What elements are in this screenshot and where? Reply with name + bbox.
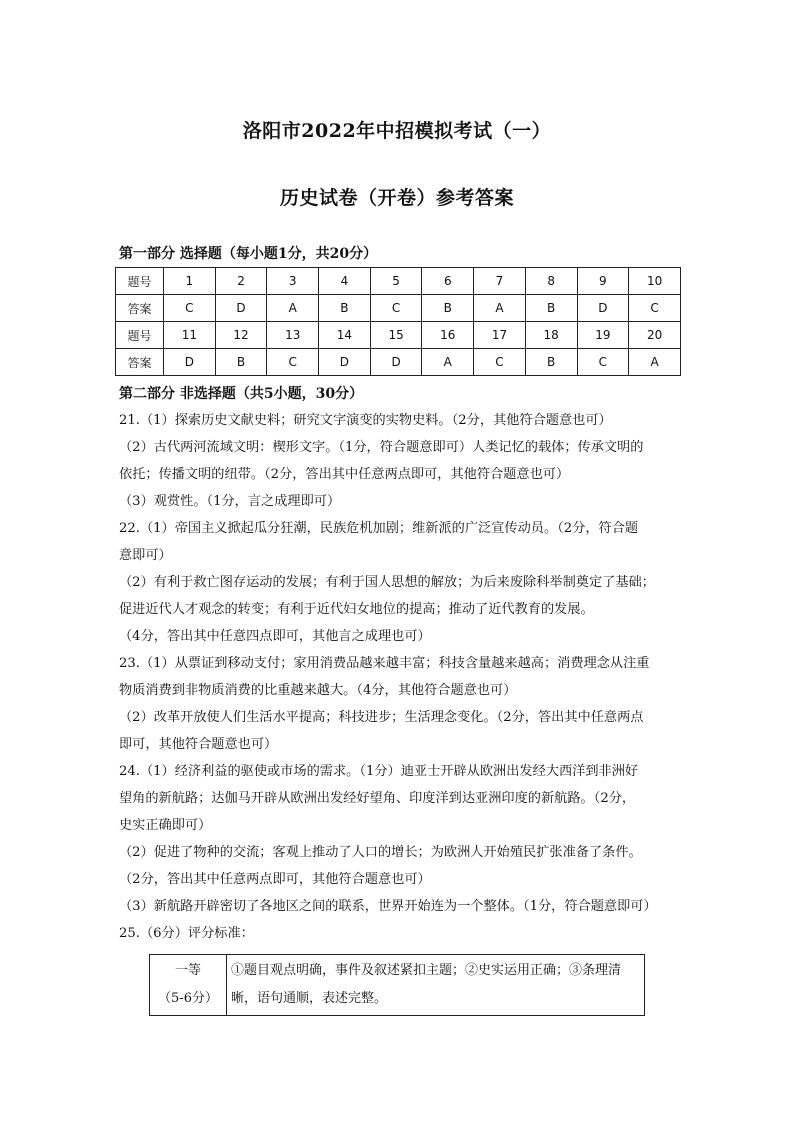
table-cell: C bbox=[577, 349, 629, 376]
answer-line: （4分，答出其中任意四点即可，其他言之成理也可） bbox=[119, 629, 431, 644]
table-cell: 5 bbox=[370, 268, 422, 295]
answer-text-block bbox=[119, 407, 679, 947]
table-cell: 15 bbox=[370, 322, 422, 349]
table-cell: A bbox=[474, 295, 526, 322]
table-cell: B bbox=[525, 295, 577, 322]
row-header-cell: 题号 bbox=[116, 268, 164, 295]
answer-line: 21.（1）探索历史文献史料；研究文字演变的实物史料。（2分，其他符合题意也可） bbox=[119, 413, 612, 428]
table-cell: D bbox=[164, 349, 216, 376]
table-cell: B bbox=[319, 295, 371, 322]
answer-line: 24.（1）经济利益的驱使或市场的需求。（1分）迪亚士开辟从欧洲出发经大西洋到非洲好 bbox=[119, 764, 639, 779]
answer-line: （2）有利于救亡图存运动的发展；有利于国人思想的解放；为后来废除科举制奠定了基础； bbox=[119, 575, 655, 590]
answer-line: 22.（1）帝国主义掀起瓜分狂潮，民族危机加剧；维新派的广泛宣传动员。（2分，符合题 bbox=[119, 521, 639, 536]
table-cell: 9 bbox=[577, 268, 629, 295]
table-cell: D bbox=[370, 349, 422, 376]
table-row bbox=[116, 349, 681, 376]
row-header-cell: 答案 bbox=[116, 295, 164, 322]
table-cell: 6 bbox=[422, 268, 474, 295]
table-cell: C bbox=[629, 295, 681, 322]
table-cell: B bbox=[215, 349, 267, 376]
row-header-cell: 答案 bbox=[116, 349, 164, 376]
answer-line: 25.（6分）评分标准： bbox=[119, 926, 254, 941]
table-cell: 10 bbox=[629, 268, 681, 295]
table-cell: D bbox=[577, 295, 629, 322]
page-title: 洛阳市2022年中招模拟考试（一） bbox=[242, 120, 552, 142]
rubric-level-name: 一等 bbox=[174, 963, 201, 978]
table-cell: 11 bbox=[164, 322, 216, 349]
table-cell: 13 bbox=[267, 322, 319, 349]
part2-heading: 第二部分 非选择题（共5小题，30分） bbox=[119, 386, 364, 402]
table-row bbox=[116, 322, 681, 349]
part1-heading: 第一部分 选择题（每小题1分，共20分） bbox=[119, 246, 378, 262]
answer-line: 依托；传播文明的纽带。（2分，答出其中任意两点即可，其他符合题意也可） bbox=[119, 467, 570, 482]
answer-line: 促进近代人才观念的转变；有利于近代妇女地位的提高；推动了近代教育的发展。 bbox=[119, 602, 594, 617]
table-row bbox=[116, 268, 681, 295]
table-cell: C bbox=[370, 295, 422, 322]
table-cell: D bbox=[215, 295, 267, 322]
table-cell: 18 bbox=[525, 322, 577, 349]
table-cell: 17 bbox=[474, 322, 526, 349]
table-cell: 16 bbox=[422, 322, 474, 349]
table-cell: 8 bbox=[525, 268, 577, 295]
table-cell: C bbox=[474, 349, 526, 376]
answer-line: （3）新航路开辟密切了各地区之间的联系，世界开始连为一个整体。（1分，符合题意即可） bbox=[119, 899, 657, 914]
table-cell: 7 bbox=[474, 268, 526, 295]
answer-line: 意即可） bbox=[119, 548, 172, 563]
table-cell: B bbox=[525, 349, 577, 376]
table-cell: 4 bbox=[319, 268, 371, 295]
answer-line: （2分，答出其中任意两点即可，其他符合题意也可） bbox=[119, 872, 431, 887]
table-cell: 3 bbox=[267, 268, 319, 295]
answer-line: （3）观赏性。（1分，言之成理即可） bbox=[119, 494, 341, 509]
page-subtitle: 历史试卷（开卷）参考答案 bbox=[279, 187, 514, 209]
table-row bbox=[116, 295, 681, 322]
table-cell: A bbox=[629, 349, 681, 376]
answer-line: （2）古代两河流域文明：楔形文字。（1分，符合题意即可）人类记忆的载体；传承文明的 bbox=[119, 440, 644, 455]
rubric-description: ①题目观点明确，事件及叙述紧扣主题；②史实运用正确；③条理清晰，语句通顺，表述完整。 bbox=[227, 955, 645, 1016]
answer-line: 23.（1）从票证到移动支付；家用消费品越来越丰富；科技含量越来越高；消费理念从注重 bbox=[119, 656, 650, 671]
answer-line: 史实正确即可） bbox=[119, 818, 212, 833]
answer-line: 物质消费到非物质消费的比重越来越大。（4分，其他符合题意也可） bbox=[119, 683, 517, 698]
table-cell: 12 bbox=[215, 322, 267, 349]
table-cell: D bbox=[319, 349, 371, 376]
table-cell: 2 bbox=[215, 268, 267, 295]
answer-table bbox=[115, 267, 681, 376]
table-cell: 14 bbox=[319, 322, 371, 349]
table-cell: A bbox=[267, 295, 319, 322]
table-cell: C bbox=[164, 295, 216, 322]
rubric-row bbox=[150, 955, 645, 1016]
answer-line: （2）改革开放使人们生活水平提高；科技进步；生活理念变化。（2分，答出其中任意两点 bbox=[119, 710, 644, 725]
table-cell: C bbox=[267, 349, 319, 376]
scoring-rubric-table bbox=[149, 954, 645, 1016]
table-cell: 20 bbox=[629, 322, 681, 349]
answer-line: 望角的新航路；达伽马开辟从欧洲出发经好望角、印度洋到达亚洲印度的新航路。（2分， bbox=[119, 791, 636, 806]
table-cell: B bbox=[422, 295, 474, 322]
row-header-cell: 题号 bbox=[116, 322, 164, 349]
rubric-level-score: （5-6分） bbox=[158, 991, 218, 1006]
answer-line: 即可，其他符合题意也可） bbox=[119, 737, 278, 752]
table-cell: 1 bbox=[164, 268, 216, 295]
rubric-level-cell bbox=[150, 955, 227, 1016]
table-cell: A bbox=[422, 349, 474, 376]
answer-line: （2）促进了物种的交流；客观上推动了人口的增长；为欧洲人开始殖民扩张准备了条件。 bbox=[119, 845, 642, 860]
table-cell: 19 bbox=[577, 322, 629, 349]
